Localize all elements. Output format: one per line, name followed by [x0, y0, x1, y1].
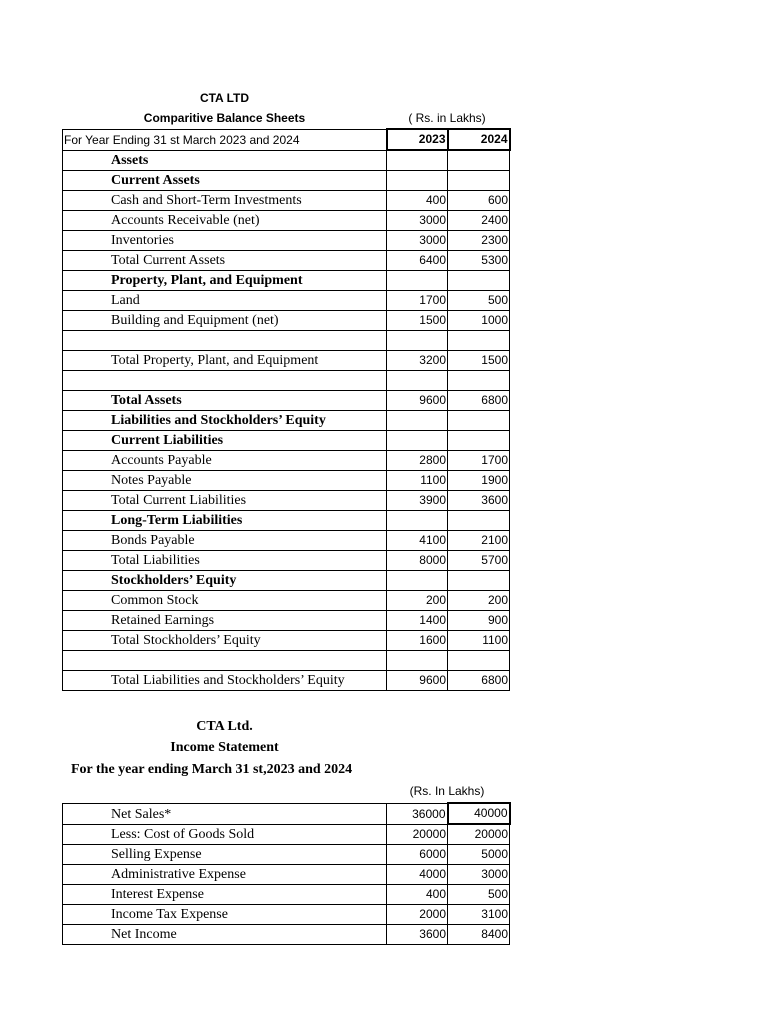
value-2023: 6400 [387, 251, 448, 271]
row-label: Property, Plant, and Equipment [63, 271, 387, 291]
value-2024 [448, 171, 510, 191]
row-label [63, 331, 387, 351]
value-2024: 500 [448, 885, 510, 905]
value-2023: 3000 [387, 211, 448, 231]
value-2023: 1400 [387, 611, 448, 631]
table-row [63, 150, 510, 171]
table-row [63, 671, 510, 691]
value-2023: 1500 [387, 311, 448, 331]
table-row [63, 291, 510, 311]
row-label: Total Liabilities [63, 551, 387, 571]
table-row [63, 471, 510, 491]
income-statement-company: CTA Ltd. [196, 719, 253, 734]
table-row [63, 611, 510, 631]
balance-sheet-units: ( Rs. in Lakhs) [408, 111, 486, 125]
value-2023: 1100 [387, 471, 448, 491]
value-2023 [387, 511, 448, 531]
value-2024 [448, 431, 510, 451]
table-row [63, 331, 510, 351]
value-2024: 600 [448, 191, 510, 211]
value-2024 [448, 150, 510, 171]
value-2024 [448, 371, 510, 391]
table-row [63, 631, 510, 651]
value-2024 [448, 331, 510, 351]
table-row [63, 191, 510, 211]
row-label [63, 651, 387, 671]
value-2023: 1600 [387, 631, 448, 651]
value-2024 [448, 271, 510, 291]
balance-sheet-table [62, 128, 511, 691]
row-label: Cash and Short-Term Investments [63, 191, 387, 211]
value-2023: 4100 [387, 531, 448, 551]
table-row [63, 491, 510, 511]
table-row [63, 431, 510, 451]
table-row [63, 885, 510, 905]
value-2023: 4000 [387, 865, 448, 885]
value-2023 [387, 571, 448, 591]
value-2024: 8400 [448, 925, 510, 945]
row-label: Common Stock [63, 591, 387, 611]
value-2023: 3600 [387, 925, 448, 945]
value-2024: 5300 [448, 251, 510, 271]
value-2024: 1900 [448, 471, 510, 491]
value-2024: 6800 [448, 671, 510, 691]
table-row [63, 824, 510, 845]
value-2024: 40000 [448, 803, 510, 824]
row-label: Total Current Assets [63, 251, 387, 271]
value-2024: 1000 [448, 311, 510, 331]
value-2023: 36000 [387, 803, 448, 824]
value-2023 [387, 331, 448, 351]
value-2024: 500 [448, 291, 510, 311]
row-label: Assets [63, 150, 387, 171]
value-2023: 20000 [387, 824, 448, 845]
value-2023 [387, 150, 448, 171]
table-row [63, 591, 510, 611]
value-2024 [448, 511, 510, 531]
value-2024: 5000 [448, 845, 510, 865]
value-2024 [448, 411, 510, 431]
table-row [63, 511, 510, 531]
value-2024: 2400 [448, 211, 510, 231]
row-label: Current Liabilities [63, 431, 387, 451]
value-2024: 1100 [448, 631, 510, 651]
value-2023: 3900 [387, 491, 448, 511]
row-label: Stockholders’ Equity [63, 571, 387, 591]
value-2023: 8000 [387, 551, 448, 571]
period-label: For Year Ending 31 st March 2023 and 2024 [63, 129, 387, 150]
balance-sheet-title: Comparitive Balance Sheets [143, 111, 306, 125]
row-label: Total Assets [63, 391, 387, 411]
value-2024: 200 [448, 591, 510, 611]
table-row [63, 251, 510, 271]
row-label: Notes Payable [63, 471, 387, 491]
value-2023: 9600 [387, 391, 448, 411]
row-label: Long-Term Liabilities [63, 511, 387, 531]
table-row [63, 171, 510, 191]
year-2024-header: 2024 [448, 129, 510, 150]
table-row [63, 803, 510, 824]
income-statement-period: For the year ending March 31 st,2023 and 2024 [71, 762, 353, 777]
row-label: Net Sales* [63, 803, 387, 824]
table-row [63, 231, 510, 251]
value-2023: 400 [387, 191, 448, 211]
row-label: Retained Earnings [63, 611, 387, 631]
row-label: Current Assets [63, 171, 387, 191]
value-2023 [387, 651, 448, 671]
table-row [63, 371, 510, 391]
table-row [63, 311, 510, 331]
table-row [63, 865, 510, 885]
table-row [63, 451, 510, 471]
row-label [63, 371, 387, 391]
row-label: Total Stockholders’ Equity [63, 631, 387, 651]
value-2024: 20000 [448, 824, 510, 845]
row-label: Liabilities and Stockholders’ Equity [63, 411, 387, 431]
table-row [63, 351, 510, 371]
table-row [63, 551, 510, 571]
value-2023: 6000 [387, 845, 448, 865]
row-label: Land [63, 291, 387, 311]
row-label: Administrative Expense [63, 865, 387, 885]
value-2023 [387, 271, 448, 291]
table-row [63, 531, 510, 551]
value-2024 [448, 571, 510, 591]
year-2023-header: 2023 [387, 129, 448, 150]
table-row [63, 905, 510, 925]
row-label: Selling Expense [63, 845, 387, 865]
row-label: Net Income [63, 925, 387, 945]
value-2023 [387, 411, 448, 431]
value-2023: 9600 [387, 671, 448, 691]
row-label: Accounts Receivable (net) [63, 211, 387, 231]
income-statement-units: (Rs. In Lakhs) [409, 784, 485, 798]
value-2024: 1500 [448, 351, 510, 371]
table-row [63, 391, 510, 411]
value-2023: 1700 [387, 291, 448, 311]
value-2023 [387, 431, 448, 451]
value-2023 [387, 171, 448, 191]
row-label: Interest Expense [63, 885, 387, 905]
table-row [63, 211, 510, 231]
row-label: Accounts Payable [63, 451, 387, 471]
value-2023: 3000 [387, 231, 448, 251]
value-2023: 200 [387, 591, 448, 611]
table-row [63, 571, 510, 591]
row-label: Total Property, Plant, and Equipment [63, 351, 387, 371]
income-statement-title: Income Statement [170, 740, 279, 755]
value-2023: 2000 [387, 905, 448, 925]
value-2024: 900 [448, 611, 510, 631]
table-row [63, 411, 510, 431]
row-label: Total Current Liabilities [63, 491, 387, 511]
balance-sheet-header-row [63, 129, 510, 150]
value-2024: 2100 [448, 531, 510, 551]
value-2023: 2800 [387, 451, 448, 471]
value-2024: 3100 [448, 905, 510, 925]
income-statement-table [62, 802, 511, 945]
value-2024: 6800 [448, 391, 510, 411]
table-row [63, 845, 510, 865]
value-2024: 3000 [448, 865, 510, 885]
value-2023 [387, 371, 448, 391]
row-label: Bonds Payable [63, 531, 387, 551]
row-label: Building and Equipment (net) [63, 311, 387, 331]
value-2024: 5700 [448, 551, 510, 571]
balance-sheet-company: CTA LTD [199, 91, 250, 105]
value-2023: 400 [387, 885, 448, 905]
row-label: Total Liabilities and Stockholders’ Equity [63, 671, 387, 691]
row-label: Inventories [63, 231, 387, 251]
value-2024: 2300 [448, 231, 510, 251]
row-label: Less: Cost of Goods Sold [63, 824, 387, 845]
row-label: Income Tax Expense [63, 905, 387, 925]
value-2023: 3200 [387, 351, 448, 371]
value-2024 [448, 651, 510, 671]
table-row [63, 651, 510, 671]
value-2024: 1700 [448, 451, 510, 471]
table-row [63, 925, 510, 945]
value-2024: 3600 [448, 491, 510, 511]
table-row [63, 271, 510, 291]
